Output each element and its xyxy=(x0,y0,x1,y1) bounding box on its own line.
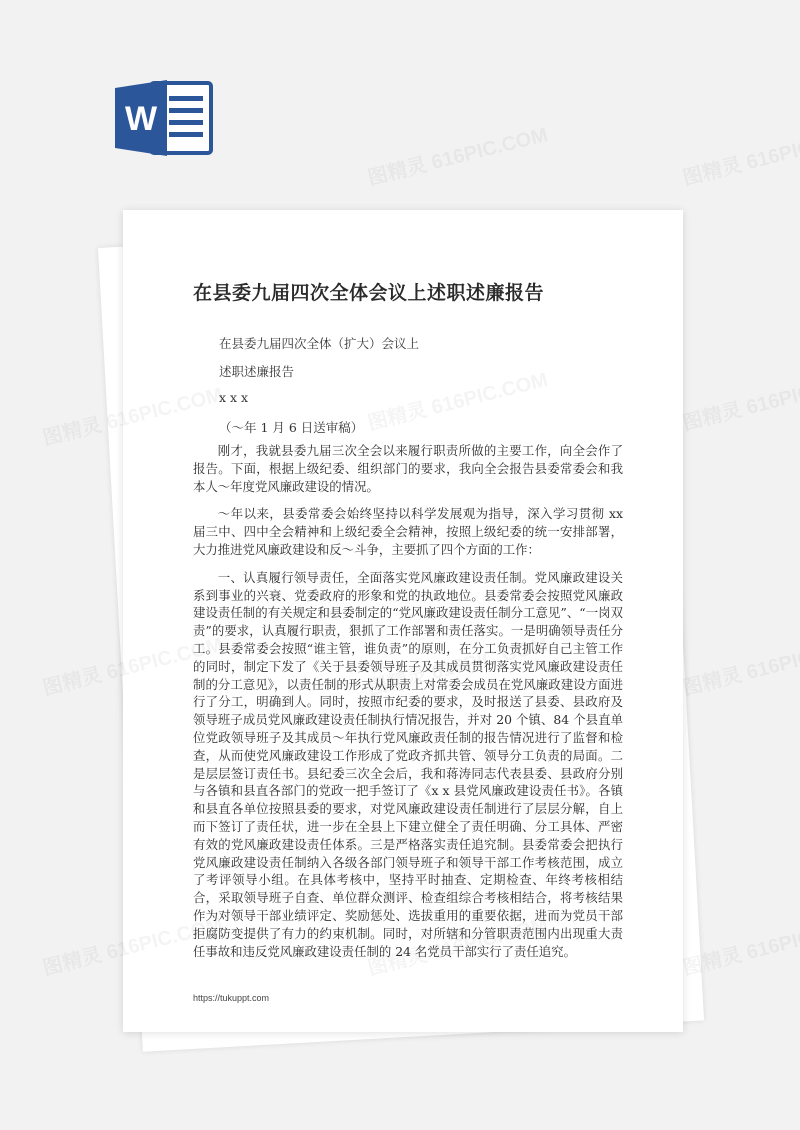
document-body xyxy=(193,442,623,970)
footer-url: https://tukuppt.com xyxy=(193,993,270,1003)
watermark xyxy=(679,118,800,191)
paragraph-intro: 刚才，我就县委九届三次全会以来履行职责所做的主要工作，向全会作了报告。下面，根据上级纪委、组织部门的要求，我向全会报告县委常委会和我本人～年度党风廉政建设的情况。 xyxy=(193,443,623,494)
paragraph-overview: ～年以来，县委常委会始终坚持以科学发展观为指导，深入学习贯彻 xx 届三中、四中全会精神和上级纪委全会精神，按照上级纪委的统一安排部署，大力推进党风廉政建设和反～斗争，主要抓了四个方面的工作： xyxy=(193,506,623,557)
document-title: 在县委九届四次全体会议上述职述廉报告 xyxy=(193,282,545,304)
paragraph-section-one: 一、认真履行领导责任，全面落实党风廉政建设责任制。党风廉政建设关系到事业的兴衰、党委政府的形象和党的执政地位。县委常委会按照党风廉政建设责任制的有关规定和县委制定的“党风廉政建设责任制分工意见”、“一岗双责”的要求，认真履行职责，狠抓了工作部署和责任落实。一是明确领导责任分工。县委常委会按照“谁主管，谁负责”的原则，在分工负责抓好自己主管工作的同时，制定下发了《关于县委领导班子及其成员贯彻落实党风廉政建设责任制的分工意见》，以责任制的形式从职责上对常委会成员在党风廉政建设方面进行了分工，明确到人。同时，按照市纪委的要求，及时报送了县委、县政府及领导班子成员党风廉政建设责任制执行情况报告，并对 20 个镇、84 个县直单位党政领导班子及其成员～年执行党风廉政责任制的报告情况进行了监督和检查，从而使党风廉政建设工作形成了党政齐抓共管、领导分工负责的局面。二是层层签订责任书。县纪委三次全会后，我和蒋涛同志代表县委、县政府分别与各镇和县直各部门的党政一把手签订了《x x 县党风廉政建设责任书》。各镇和县直各单位按照县委的要求，对党风廉政建设责任制进行了层层分解，自上而下签订了责任状，进一步在全县上下建立健全了责任明确、分工具体、严密有效的党风廉政建设责任体系。三是严格落实责任追究制。县委常委会把执行党风廉政建设责任制纳入各级各部门领导班子和领导干部工作考核范围，成立了考评领导小组。在具体考核中，坚持平时抽查、定期检查、年终考核相结合，采取领导班子自查、单位群众测评、检查组综合考核相结合，将考核结果作为对领导干部业绩评定、奖励惩处、选拔重用的重要依据，进而为党员干部拒腐防变提供了有力的约束机制。同时，对所辖和分管职责范围内出现重大责任事故和违反党风廉政建设责任制的 24 名党员干部实行了责任追究。 xyxy=(193,569,623,959)
subheading-report: 述职述廉报告 xyxy=(219,364,295,379)
word-logo-letter: W xyxy=(124,100,158,138)
watermark xyxy=(364,118,550,191)
subheading-meeting: 在县委九届四次全体（扩大）会议上 xyxy=(219,336,420,351)
author-name: x x x xyxy=(219,390,249,405)
watermark xyxy=(679,363,800,436)
document-page xyxy=(123,210,683,1032)
date-note: （～年 1 月 6 日送审稿） xyxy=(219,420,364,435)
word-document-icon xyxy=(115,80,215,156)
watermark xyxy=(679,628,800,701)
